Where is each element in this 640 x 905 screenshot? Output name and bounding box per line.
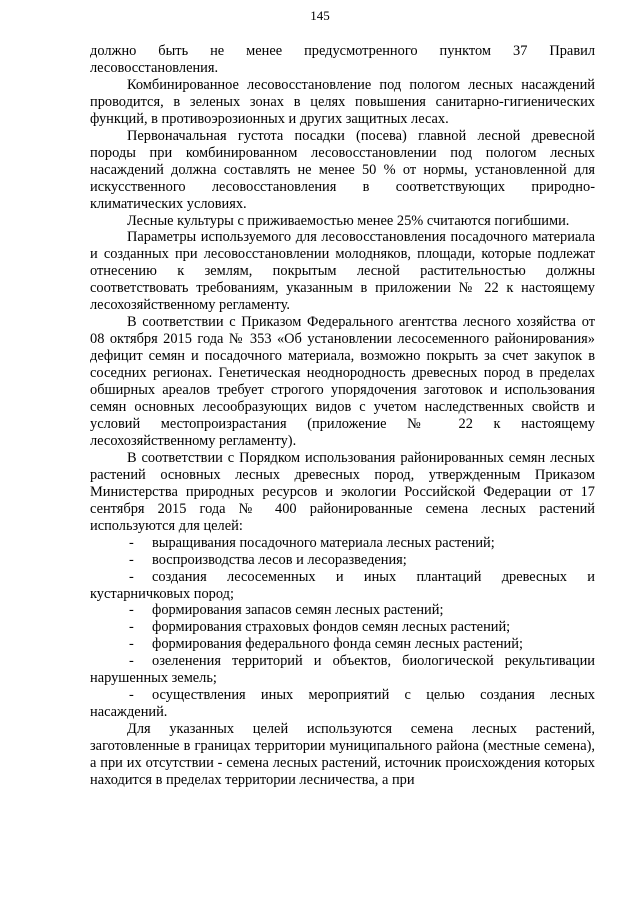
list-item-text: выращивания посадочного материала лесных растений;	[152, 534, 495, 551]
list-bullet: -	[129, 568, 134, 585]
list-item	[90, 653, 595, 687]
list-item	[90, 552, 595, 569]
list-bullet: -	[129, 636, 134, 653]
paragraph: Параметры используемого для лесовосстановления посадочного материала и созданных при лесовосстановлении молодняков, площади, которые подлежат отнесению к землям, покрытым лесной растительностью должны соответствовать требованиям, указанным в приложении № 22 к настоящему лесохозяйственному регламенту.	[90, 229, 595, 314]
list-item-text: формирования запасов семян лесных растений;	[152, 602, 444, 619]
list-bullet: -	[129, 653, 134, 670]
list-item-text: создания лесосеменных и иных плантаций древесных и кустарничковых пород;	[90, 568, 595, 602]
list-item	[90, 619, 595, 636]
paragraph: В соответствии с Порядком использования районированных семян лесных растений основных лесных древесных пород, утвержденным Приказом Министерства природных ресурсов и экологии Российской Федерации от 17 сентября 2015 года № 400 районированные семена лесных растений используются для целей:	[90, 449, 595, 534]
list-item-text: озеленения территорий и объектов, биологической рекультивации нарушенных земель;	[90, 653, 595, 687]
list-item	[90, 602, 595, 619]
paragraph: Комбинированное лесовосстановление под пологом лесных насаждений проводится, в зеленых зонах в целях повышения санитарно-гигиенических функций, в противоэрозионных и других защитных лесах.	[90, 76, 595, 127]
paragraph: Первоначальная густота посадки (посева) главной лесной древесной породы при комбинированном лесовосстановлении под пологом лесных насаждений должна составлять не менее 50 % от нормы, установленной для искусственного лесовосстановления в соответствующих природно-климатических условиях.	[90, 127, 595, 212]
paragraph: должно быть не менее предусмотренного пунктом 37 Правил лесовосстановления.	[90, 43, 595, 76]
list-bullet: -	[129, 551, 134, 568]
list-item	[90, 687, 595, 721]
paragraph: Для указанных целей используются семена лесных растений, заготовленные в границах территории муниципального района (местные семена), а при их отсутствии - семена лесных растений, источник происхождения которых находится в пределах территории лесничества, а при	[90, 721, 595, 788]
list-bullet: -	[129, 534, 134, 551]
list-item	[90, 535, 595, 552]
list-bullet: -	[129, 687, 134, 704]
paragraph: В соответствии с Приказом Федерального агентства лесного хозяйства от 08 октября 2015 года № 353 «Об установлении лесосеменного районирования» дефицит семян и посадочного материала, возможно покрыть за счет закупок в соседних регионах. Генетическая неоднородность древесных пород в пределах обширных ареалов требует строгого упорядочения заготовок и использования семян основных лесообразующих видов с учетом наследственных свойств и условий местопроизрастания (приложение № 22 к настоящему лесохозяйственному регламенту).	[90, 314, 595, 449]
list-item-text: воспроизводства лесов и лесоразведения;	[152, 551, 407, 568]
paragraph: Лесные культуры с приживаемостью менее 25% считаются погибшими.	[127, 212, 570, 229]
page-number: 145	[310, 8, 330, 23]
list-item	[90, 636, 595, 653]
list-item-text: формирования страховых фондов семян лесных растений;	[152, 619, 511, 636]
document-body	[90, 43, 595, 789]
list-item-text: осуществления иных мероприятий с целью создания лесных насаждений.	[90, 687, 595, 721]
list-bullet: -	[129, 602, 134, 619]
list-item	[90, 569, 595, 603]
list-bullet: -	[129, 619, 134, 636]
list-item-text: формирования федерального фонда семян лесных растений;	[152, 636, 523, 653]
